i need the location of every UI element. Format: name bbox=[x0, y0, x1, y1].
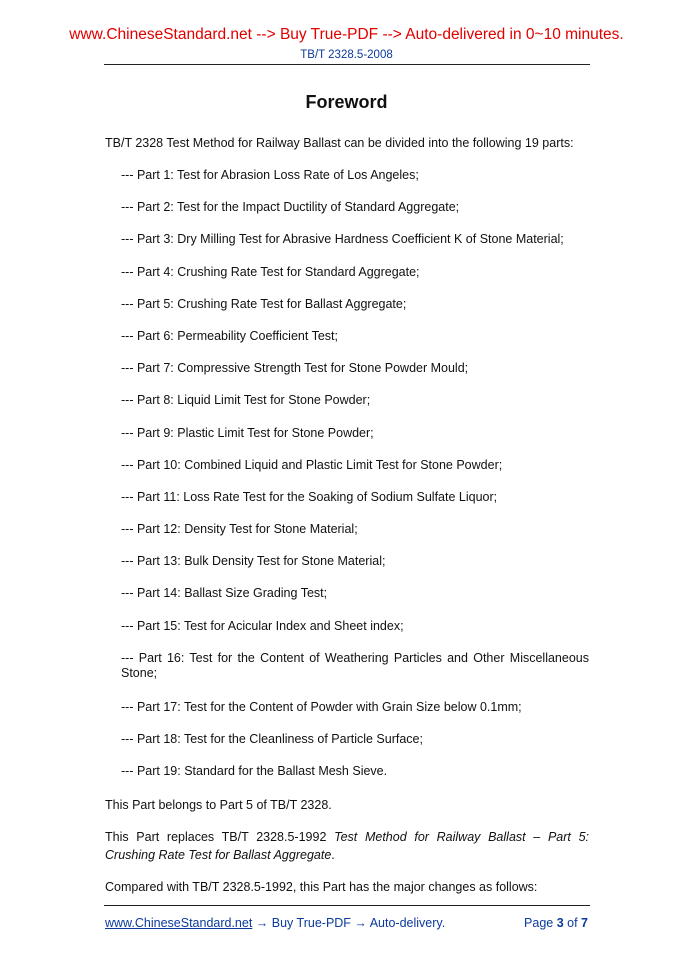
list-item: --- Part 6: Permeability Coefficient Test; bbox=[121, 328, 338, 343]
list-item: --- Part 3: Dry Milling Test for Abrasive Hardness Coefficient K of Stone Material; bbox=[121, 232, 564, 247]
list-item: --- Part 2: Test for the Impact Ductility of Standard Aggregate; bbox=[121, 200, 460, 215]
list-item: --- Part 15: Test for Acicular Index and Sheet index; bbox=[121, 618, 404, 633]
list-item: --- Part 11: Loss Rate Test for the Soaking of Sodium Sulfate Liquor; bbox=[121, 489, 498, 504]
list-item: --- Part 16: Test for the Content of Weathering Particles and Other Miscellaneous Stone; bbox=[121, 650, 589, 680]
list-item: --- Part 10: Combined Liquid and Plastic Limit Test for Stone Powder; bbox=[121, 457, 503, 472]
footer-tail-text: → Buy True-PDF → Auto-delivery. bbox=[252, 916, 446, 930]
list-item: --- Part 8: Liquid Limit Test for Stone Powder; bbox=[121, 393, 371, 408]
replaces-suffix: . bbox=[331, 847, 335, 862]
footer-links bbox=[105, 916, 445, 930]
list-item: --- Part 12: Density Test for Stone Material; bbox=[121, 522, 358, 537]
document-code: TB/T 2328.5-2008 bbox=[300, 49, 393, 61]
list-item: --- Part 17: Test for the Content of Powder with Grain Size below 0.1mm; bbox=[121, 699, 522, 714]
footer-divider bbox=[104, 905, 590, 906]
list-item: --- Part 14: Ballast Size Grading Test; bbox=[121, 586, 328, 601]
list-item: --- Part 18: Test for the Cleanliness of Particle Surface; bbox=[121, 732, 423, 746]
compared-paragraph: Compared with TB/T 2328.5-1992, this Part has the major changes as follows: bbox=[105, 880, 538, 894]
page-title: Foreword bbox=[305, 92, 388, 112]
list-item: --- Part 13: Bulk Density Test for Stone Material; bbox=[121, 554, 386, 569]
parts-list bbox=[121, 168, 589, 796]
list-item: --- Part 19: Standard for the Ballast Mesh Sieve. bbox=[121, 764, 388, 779]
list-item: --- Part 1: Test for Abrasion Loss Rate of Los Angeles; bbox=[121, 168, 419, 182]
list-item: --- Part 9: Plastic Limit Test for Stone Powder; bbox=[121, 425, 374, 440]
page-label: Page bbox=[524, 916, 557, 930]
footer-site-link[interactable]: www.ChineseStandard.net bbox=[105, 916, 253, 930]
replaces-paragraph bbox=[105, 829, 589, 864]
replaces-prefix: This Part replaces TB/T 2328.5-1992 bbox=[105, 830, 335, 844]
page-current: 3 bbox=[556, 916, 564, 930]
top-banner[interactable]: www.ChineseStandard.net --> Buy True-PDF --> Auto-delivered in 0~10 minutes. bbox=[69, 26, 624, 43]
replaced-standard-title: Test Method for Railway Ballast – Part 5: Crushing Rate Test for Ballast Aggregate bbox=[105, 830, 590, 862]
intro-paragraph: TB/T 2328 Test Method for Railway Ballast can be divided into the following 19 parts: bbox=[105, 136, 574, 150]
list-item: --- Part 4: Crushing Rate Test for Standard Aggregate; bbox=[121, 264, 420, 279]
list-item: --- Part 7: Compressive Strength Test for Stone Powder Mould; bbox=[121, 361, 469, 376]
belongs-paragraph: This Part belongs to Part 5 of TB/T 2328. bbox=[105, 798, 332, 812]
page-total: 7 bbox=[581, 916, 588, 930]
header-divider bbox=[104, 64, 590, 65]
page-indicator bbox=[524, 916, 588, 930]
list-item: --- Part 5: Crushing Rate Test for Ballast Aggregate; bbox=[121, 296, 407, 311]
page-of: of bbox=[563, 916, 582, 930]
